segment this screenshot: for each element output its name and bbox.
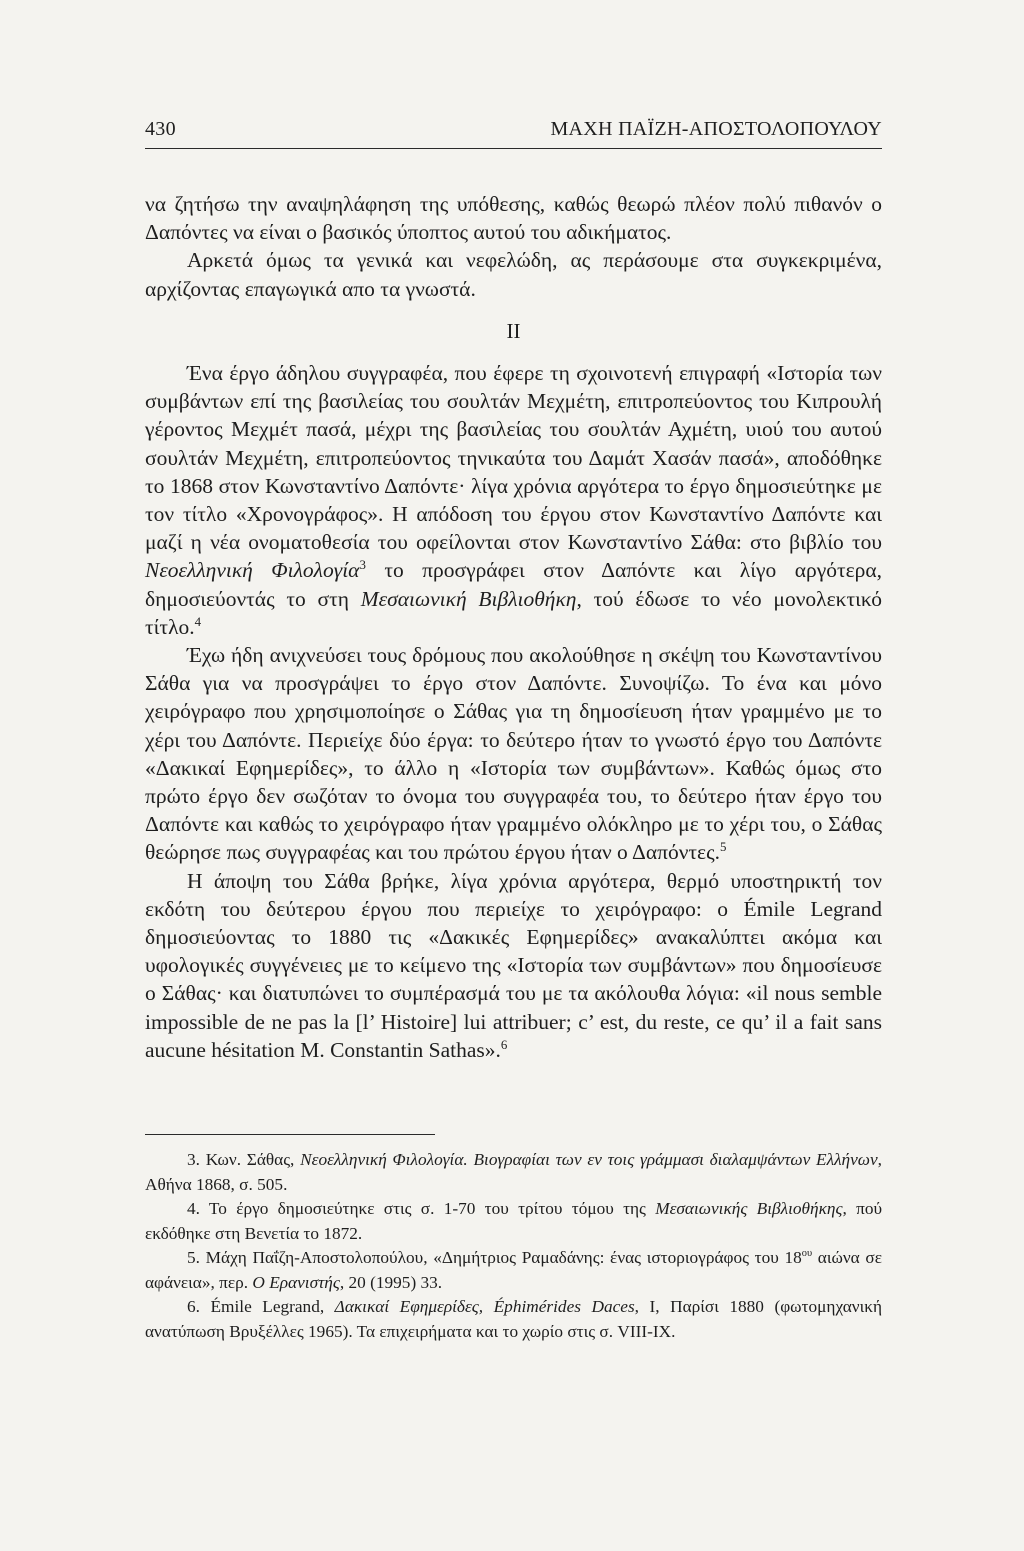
- paragraph-intro-2: Αρκετά όμως τα γενικά και νεφελώδη, ας περάσουμε στα συγκεκριμένα, αρχίζοντας επαγωγικά απο τα γνωστά.: [145, 248, 882, 301]
- running-header: [145, 118, 882, 141]
- superscript-ordinal: ου: [801, 1248, 813, 1260]
- text-run: αιώνα σε αφάνεια», περ.: [145, 1248, 882, 1292]
- text-run: Η άποψη του Σάθα βρήκε, λίγα χρόνια αργότερα, θερμό υποστηρικτή τον εκδότη του δεύτερου έργου που περιείχε το χειρόγραφο: ο Émile Legrand δημοσιεύοντας το 1880 τις «Δακικές Εφημερίδες» ανακαλύπτει ακόμα και υφολογικές συγγένειες με το κείμενο της «Ιστορία των συμβάντων» που δημοσίευσε ο Σάθας· και διατυπώνει το συμπέρασμά του με τα ακόλουθα λόγια: «il nous semble impossible de ne pas la [l’ Histoire] lui attribuer; c’ est, du reste, ce qu’ il a fait sans aucune hésitation M. Constantin Sathas».: [145, 868, 882, 1062]
- running-title: ΜΑΧΗ ΠΑΪΖΗ-ΑΠΟΣΤΟΛΟΠΟΥΛΟΥ: [550, 118, 882, 140]
- text-run: 5. Μάχη Παΐζη-Αποστολοπούλου, «Δημήτριος Ραμαδάνης: ένας ιστοριογράφος του 18: [187, 1248, 802, 1267]
- footnotes: [145, 1148, 882, 1344]
- main-text: [145, 190, 882, 1064]
- footnote-ref-5[interactable]: 5: [719, 840, 727, 855]
- italic-title: Δακικαί Εφημερίδες, Éphimérides Daces: [334, 1297, 635, 1316]
- text-run: , I, Παρίσι 1880 (φωτομηχανική ανατύπωση Βρυξέλλες 1965). Τα επιχειρήματα και το χωρίο στις σ. VIII-IX.: [145, 1297, 882, 1341]
- footnote-ref-3[interactable]: 3: [359, 558, 366, 573]
- text-run: 4. Το έργο δημοσιεύτηκε στις σ. 1-70 του τρίτου τόμου της: [187, 1199, 656, 1218]
- footnote-ref-6[interactable]: 6: [500, 1037, 508, 1052]
- paragraph-1: [145, 359, 882, 641]
- text-run: , Αθήνα 1868, σ. 505.: [145, 1150, 882, 1194]
- text-run: το προσγράφει στον Δαπόντε και λίγο αργότερα, δημοσιεύοντάς το στη: [145, 558, 882, 611]
- italic-title: Μεσαιωνικής Βιβλιοθήκης: [655, 1199, 843, 1218]
- text-run: , πού εκδόθηκε στη Βενετία το 1872.: [145, 1199, 883, 1243]
- italic-title: Νεοελληνική Φιλολογία: [145, 558, 360, 583]
- footnote-6: [145, 1295, 882, 1344]
- header-rule: [145, 148, 882, 149]
- page-number: 430: [145, 118, 176, 140]
- text-run: Ένα έργο άδηλου συγγραφέα, που έφερε τη σχοινοτενή επιγραφή «Ιστορία των συμβάντων επί της βασιλείας του σουλτάν Μεχμέτη, επιτροπεύοντος του Κιπρουλή γέροντος Μεχμέτ πασά, μέχρι της βασιλείας του σουλτάν Αχμέτη, υιού του αυτού σουλτάν Μεχμέτη, επιτροπεύοντος τηνικαύτα του Δαμάτ Χασάν πασά», αποδόθηκε το 1868 στον Κωνσταντίνο Δαπόντε· λίγα χρόνια αργότερα το έργο δημοσιεύτηκε με τον τίτλο «Χρονογράφος». Η απόδοση του έργου στον Κωνσταντίνο Δαπόντε και μαζί η νέα ονοματοθεσία του οφείλονται στον Κωνσταντίνο Σάθα: στο βιβλίο του: [145, 361, 882, 555]
- footnote-5: [145, 1246, 882, 1295]
- footnote-3: [145, 1148, 882, 1197]
- paragraph-2: [145, 641, 882, 867]
- italic-title: Νεοελληνική Φιλολογία. Βιογραφίαι των εν τοις γράμμασι διαλαμψάντων Ελλήνων: [300, 1150, 878, 1169]
- footnote-rule: [145, 1134, 435, 1135]
- paragraph-3: [145, 867, 882, 1064]
- italic-title: Μεσαιωνική Βιβλιοθήκη: [360, 586, 577, 611]
- text-run: 3. Κων. Σάθας,: [187, 1150, 301, 1169]
- footnote-ref-4[interactable]: 4: [194, 614, 202, 629]
- text-run: , 20 (1995) 33.: [339, 1272, 443, 1292]
- footnote-4: [145, 1197, 882, 1246]
- paragraph-intro-1: να ζητήσω την αναψηλάφηση της υπόθεσης, καθώς θεωρώ πλέον πολύ πιθανόν ο Δαπόντες να είναι ο βασικός ύποπτος αυτού του αδικήματος.: [145, 192, 882, 245]
- section-heading: II: [506, 318, 521, 343]
- text-run: Έχω ήδη ανιχνεύσει τους δρόμους που ακολούθησε η σκέψη του Κωνσταντίνου Σάθα για να προσγράψει το έργο στον Δαπόντε. Συνοψίζω. Το ένα και μόνο χειρόγραφο που χρησιμοποίησε ο Σάθας για τη δημοσίευση ήταν γραμμένο με το χέρι του Δαπόντε. Περιείχε δύο έργα: το δεύτερο ήταν το γνωστό έργο του Δαπόντε «Δακικαί Εφημερίδες», το άλλο η «Ιστορία των συμβάντων». Καθώς όμως στο πρώτο έργο δεν σωζόταν το όνομα του συγγραφέα του, το δεύτερο ήταν έργο του Δαπόντε και καθώς το χειρόγραφο ήταν γραμμένο ολόκληρο με το χέρι του, ο Σάθας θεώρησε πως συγγραφέας και του πρώτου έργου ήταν ο Δαπόντες.: [145, 643, 882, 865]
- text-run: , τού έδωσε το νέο μονολεκτικό τίτλο.: [145, 586, 882, 639]
- italic-title: Ο Ερανιστής: [252, 1272, 340, 1292]
- text-run: 6. Émile Legrand,: [187, 1297, 335, 1316]
